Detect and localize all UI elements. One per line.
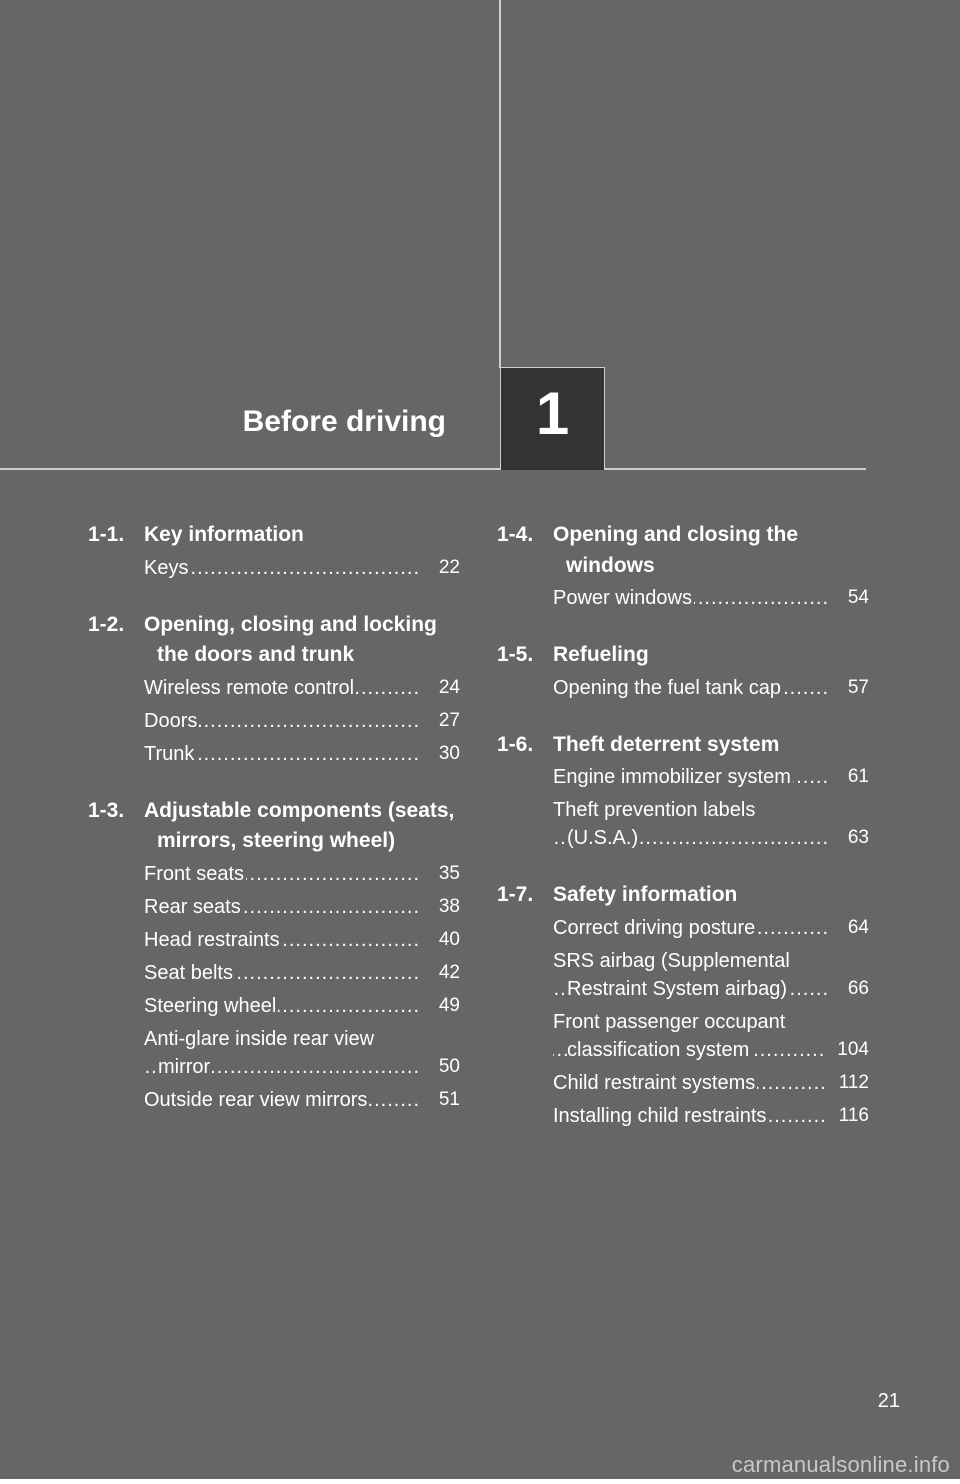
toc-entry-page: 27 bbox=[438, 709, 460, 731]
toc-column-right bbox=[497, 520, 869, 1158]
toc-entry-title: Child restraint systems bbox=[553, 1071, 756, 1094]
chapter-tab bbox=[500, 367, 605, 470]
toc-entry[interactable] bbox=[553, 947, 869, 1003]
toc-section-number: 1-5. bbox=[497, 643, 534, 666]
page-number: 21 bbox=[877, 1390, 900, 1412]
toc-entry-page: 40 bbox=[438, 928, 460, 950]
toc-entry-title: Trunk bbox=[144, 742, 195, 765]
toc-entry-title-wrap bbox=[144, 992, 420, 1020]
toc-entry-title: Doors bbox=[144, 709, 198, 732]
toc-entry[interactable] bbox=[553, 584, 869, 612]
toc-entry-title-wrap bbox=[553, 796, 829, 852]
toc-entry-page: 24 bbox=[438, 676, 460, 698]
toc-entry-title-wrap bbox=[144, 893, 420, 921]
toc-section-title: Opening and closing the windows bbox=[553, 523, 799, 577]
toc-entry-title-wrap bbox=[144, 707, 420, 735]
toc-item-list bbox=[144, 554, 460, 582]
toc-entry-title-wrap bbox=[144, 959, 420, 987]
toc-section-heading[interactable] bbox=[88, 520, 460, 551]
toc-entry-title: Wireless remote control bbox=[144, 676, 355, 699]
toc-section-number: 1-3. bbox=[88, 798, 125, 822]
toc-entry[interactable] bbox=[553, 914, 869, 942]
toc-entry[interactable] bbox=[144, 893, 460, 921]
toc-entry[interactable] bbox=[553, 1069, 869, 1097]
toc-entry-title-wrap bbox=[144, 674, 420, 702]
toc-entry-title-wrap bbox=[144, 1086, 420, 1114]
toc-section-title: Theft deterrent system bbox=[553, 732, 780, 756]
toc-entry-title-wrap bbox=[144, 860, 420, 888]
toc-section bbox=[497, 730, 869, 853]
toc-section-title: Key information bbox=[144, 523, 304, 546]
chapter-number: 1 bbox=[535, 380, 570, 447]
toc-section bbox=[88, 610, 460, 768]
toc-entry-title: Rear seats bbox=[144, 895, 241, 918]
toc-section bbox=[497, 640, 869, 702]
toc-entry[interactable] bbox=[144, 1086, 460, 1114]
toc-entry-page: 50 bbox=[438, 1055, 460, 1077]
toc-entry-title-wrap bbox=[144, 926, 420, 954]
toc-entry[interactable] bbox=[144, 926, 460, 954]
toc-section bbox=[497, 520, 869, 612]
toc-column-left bbox=[88, 520, 460, 1142]
toc-entry-title-wrap bbox=[144, 1025, 420, 1081]
toc-entry-page: 64 bbox=[847, 916, 869, 938]
toc-entry-page: 66 bbox=[847, 977, 869, 999]
footer-watermark: carmanualsonline.info bbox=[731, 1452, 950, 1477]
toc-entry-title-wrap bbox=[553, 914, 829, 942]
toc-section-heading[interactable] bbox=[88, 610, 460, 671]
toc-section-title: Adjustable components (seats, mirrors, steering wheel) bbox=[144, 798, 455, 852]
toc-section bbox=[88, 520, 460, 582]
toc-entry-page: 63 bbox=[847, 827, 869, 848]
toc-section-number: 1-6. bbox=[497, 732, 534, 756]
toc-entry[interactable] bbox=[144, 707, 460, 735]
toc-entry[interactable] bbox=[553, 1102, 869, 1130]
toc-entry-title: Outside rear view mirrors bbox=[144, 1088, 368, 1111]
toc-entry-title: Seat belts bbox=[144, 961, 233, 984]
toc-section-number: 1-7. bbox=[497, 883, 534, 906]
toc-entry-page: 54 bbox=[847, 587, 869, 608]
toc-section-title: Safety information bbox=[553, 883, 738, 906]
toc-entry-page: 42 bbox=[438, 961, 460, 983]
toc-item-list bbox=[144, 674, 460, 768]
divider-horizontal bbox=[0, 468, 866, 470]
bottom-strip bbox=[0, 1479, 960, 1484]
toc-entry[interactable] bbox=[553, 763, 869, 791]
toc-entry-page: 38 bbox=[438, 895, 460, 917]
toc-entry-page: 22 bbox=[438, 556, 460, 578]
toc-entry-title-wrap bbox=[144, 554, 420, 582]
toc-section-number: 1-4. bbox=[497, 523, 534, 546]
toc-section-heading[interactable] bbox=[88, 796, 460, 857]
toc-entry[interactable] bbox=[144, 740, 460, 768]
toc-entry-title-wrap bbox=[553, 1069, 827, 1097]
toc-entry-page: 49 bbox=[438, 994, 460, 1016]
toc-entry-title-wrap bbox=[553, 763, 829, 791]
toc-entry-title: Theft prevention labels (U.S.A.) bbox=[553, 799, 756, 849]
toc-entry-title-wrap bbox=[553, 584, 829, 612]
toc-entry-title: Engine immobilizer system bbox=[553, 766, 791, 788]
toc-entry-page: 57 bbox=[847, 676, 869, 698]
toc-section bbox=[88, 796, 460, 1114]
toc-entry-page: 116 bbox=[838, 1104, 869, 1126]
toc-entry[interactable] bbox=[553, 674, 869, 702]
divider-vertical bbox=[499, 0, 501, 368]
toc-entry-page: 112 bbox=[838, 1071, 869, 1093]
toc-entry-title: Head restraints bbox=[144, 928, 280, 951]
toc-entry-page: 35 bbox=[438, 862, 460, 884]
toc-item-list bbox=[553, 584, 869, 612]
toc-entry-title: Anti-glare inside rear view mirror bbox=[144, 1027, 375, 1078]
toc-entry[interactable] bbox=[144, 860, 460, 888]
toc-section-title: Opening, closing and locking the doors and trunk bbox=[144, 612, 437, 666]
toc-section-title: Refueling bbox=[553, 643, 649, 666]
toc-entry-title: Front passenger occupant classification system bbox=[553, 1010, 786, 1061]
toc-section-number: 1-1. bbox=[88, 523, 125, 546]
toc-entry-title: Keys bbox=[144, 556, 189, 579]
toc-entry-title: Front seats bbox=[144, 862, 245, 885]
toc-entry-title-wrap bbox=[553, 1102, 827, 1130]
toc-entry-page: 30 bbox=[438, 742, 460, 764]
toc-section-heading[interactable] bbox=[497, 880, 869, 911]
toc-section-heading[interactable] bbox=[497, 520, 869, 581]
toc-entry[interactable] bbox=[553, 1008, 869, 1064]
toc-entry[interactable] bbox=[144, 992, 460, 1020]
toc-entry-page: 104 bbox=[837, 1038, 869, 1060]
toc-item-list bbox=[553, 674, 869, 702]
section-title: Before driving bbox=[242, 405, 446, 438]
toc-entry[interactable] bbox=[553, 796, 869, 852]
toc-entry-title: Correct driving posture bbox=[553, 916, 756, 939]
toc-entry-title-wrap bbox=[553, 1008, 825, 1064]
toc-entry-title: Steering wheel bbox=[144, 994, 277, 1017]
toc-entry-title-wrap bbox=[553, 947, 829, 1003]
toc-section-heading[interactable] bbox=[497, 640, 869, 671]
toc-entry[interactable] bbox=[144, 674, 460, 702]
toc-entry-title: Opening the fuel tank cap bbox=[553, 676, 781, 699]
toc-item-list bbox=[553, 763, 869, 852]
toc-item-list bbox=[144, 860, 460, 1114]
toc-entry[interactable] bbox=[144, 959, 460, 987]
toc-entry-title: SRS airbag (Supplemental Restraint System airbag) bbox=[553, 949, 790, 1000]
toc-section-number: 1-2. bbox=[88, 612, 125, 636]
toc-section-heading[interactable] bbox=[497, 730, 869, 761]
toc-entry-page: 61 bbox=[847, 766, 869, 787]
toc-item-list bbox=[553, 914, 869, 1130]
toc-entry-title: Installing child restraints bbox=[553, 1104, 767, 1127]
toc-entry-title: Power windows bbox=[553, 587, 692, 609]
toc-entry[interactable] bbox=[144, 1025, 460, 1081]
toc-entry-title-wrap bbox=[553, 674, 829, 702]
toc-entry-page: 51 bbox=[438, 1088, 460, 1110]
toc-entry[interactable] bbox=[144, 554, 460, 582]
toc-section bbox=[497, 880, 869, 1130]
toc-entry-title-wrap bbox=[144, 740, 420, 768]
